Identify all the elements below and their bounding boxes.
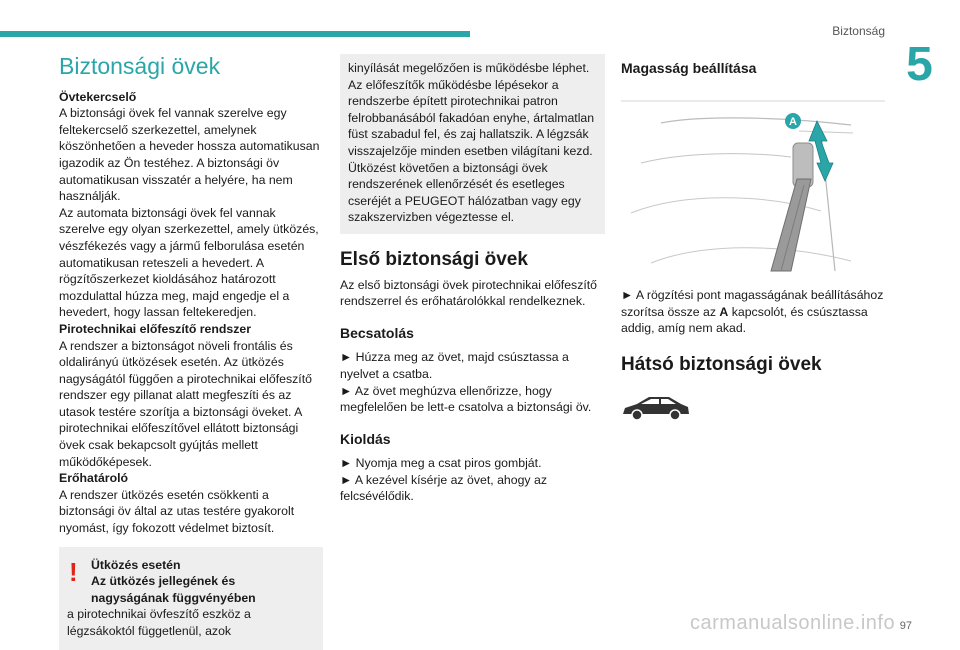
column-3 bbox=[621, 54, 887, 430]
callout-a-label: A bbox=[789, 115, 797, 128]
pretensioner-text: A rendszer a biztonságot növeli frontális és oldalirányú ütközések esetén. Az ütközés nagyságától függően a pirotechnikai előfeszítő rendszer egy pillanat alatt megfeszíti és az utasok testére szorítja a biztonsági öveket. A pirotechnikai előfeszítővel ellátott biztonsági övek csak bekapcsolt gyújtás mellett működőképesek. bbox=[59, 338, 312, 469]
height-adjust-text: ► A rögzítési pont magasságának beállításához szorítsa össze az A kapcsolót, és csúsztassa addig, amíg nem akad. bbox=[621, 288, 884, 336]
warning-title: Ütközés esetén bbox=[91, 557, 181, 572]
warning-bold-text: Az ütközés jellegének és nagyságának függvényében bbox=[91, 574, 256, 605]
warning-continuation-box bbox=[340, 54, 605, 234]
release-title: Kioldás bbox=[340, 430, 391, 447]
header-rule bbox=[0, 31, 470, 37]
warning-continuation-text: kinyílását megelőzően is működésbe léphet. Az előfeszítők működésbe lépésekor a rendszerbe épített pirotechnikai patron felrobbanásából fakadóan enyhe, ártalmatlan füst szabadul fel, és zaj hallatszik. A légzsák visszajelzője minden esetben világítani kezd. Ütközést követően a biztonsági övek rendszerének ellenőrzését és esetleges cseréjét a PEUGEOT hálózatban vagy egy szakszervizben végeztesse el. bbox=[348, 61, 595, 225]
warning-icon: ! bbox=[69, 556, 78, 587]
seatbelt-height-illustration bbox=[621, 93, 885, 273]
automatic-belt-text: Az automata biztonsági övek fel vannak szerelve egy olyan szerkezettel, amely ütközés, vészfékezés vagy a jármű felborulása esetén automatikusan reteszeli a hevedert. A rögzítőszerkezet kioldásához határozott mozdulattal húzza meg, majd engedje el a hevedert, hogy lassan feltekeredjen. bbox=[59, 205, 319, 320]
warning-box bbox=[59, 547, 323, 650]
front-belts-title: Első biztonsági övek bbox=[340, 248, 528, 270]
release-step-1: ► Nyomja meg a csat piros gombját. bbox=[340, 456, 542, 471]
column-1 bbox=[59, 54, 323, 650]
page-title: Biztonsági övek bbox=[59, 53, 221, 79]
fastening-step-1: ► Húzza meg az övet, majd csúsztassa a nyelvet a csatba. bbox=[340, 350, 569, 381]
front-belts-text: Az első biztonsági övek pirotechnikai előfeszítő rendszerrel és erőhatárolókkal rendelkeznek. bbox=[340, 277, 598, 309]
height-adjust-title: Magasság beállítása bbox=[621, 60, 757, 76]
retractor-text: A biztonsági övek fel vannak szerelve egy feltekercselő szerkezettel, amelynek köszönhetően a heveder hossza automatikusan igazodik az Ön testéhez. A biztonsági öv automatikusan visszatér a helyére, ha nem használják. bbox=[59, 106, 320, 204]
watermark: carmanualsonline.info bbox=[690, 612, 896, 634]
rear-belts-title: Hátsó biztonsági övek bbox=[621, 353, 822, 375]
release-step-2: ► A kezével kísérje az övet, ahogy az felcsévélődik. bbox=[340, 472, 547, 504]
chapter-number: 5 bbox=[906, 38, 933, 91]
top-bar bbox=[0, 0, 960, 40]
retractor-heading: Övtekercselő bbox=[59, 89, 137, 104]
warning-text: a pirotechnikai övfeszítő eszköz a légzsákoktól függetlenül, azok bbox=[67, 607, 251, 638]
page-number: 97 bbox=[899, 620, 912, 632]
car-icon bbox=[621, 390, 691, 426]
section-title: Biztonság bbox=[832, 24, 885, 38]
pretensioner-heading: Pirotechnikai előfeszítő rendszer bbox=[59, 321, 252, 336]
force-limiter-heading: Erőhatároló bbox=[59, 471, 129, 486]
fastening-step-2: ► Az övet meghúzva ellenőrizze, hogy megfelelően be lett-e csatolva a biztonsági öv. bbox=[340, 383, 592, 415]
column-2 bbox=[340, 54, 605, 505]
force-limiter-text: A rendszer ütközés esetén csökkenti a biztonsági öv által az utas testére gyakorolt nyomást, így fokozott védelmet biztosít. bbox=[59, 487, 295, 536]
fastening-title: Becsatolás bbox=[340, 324, 414, 341]
